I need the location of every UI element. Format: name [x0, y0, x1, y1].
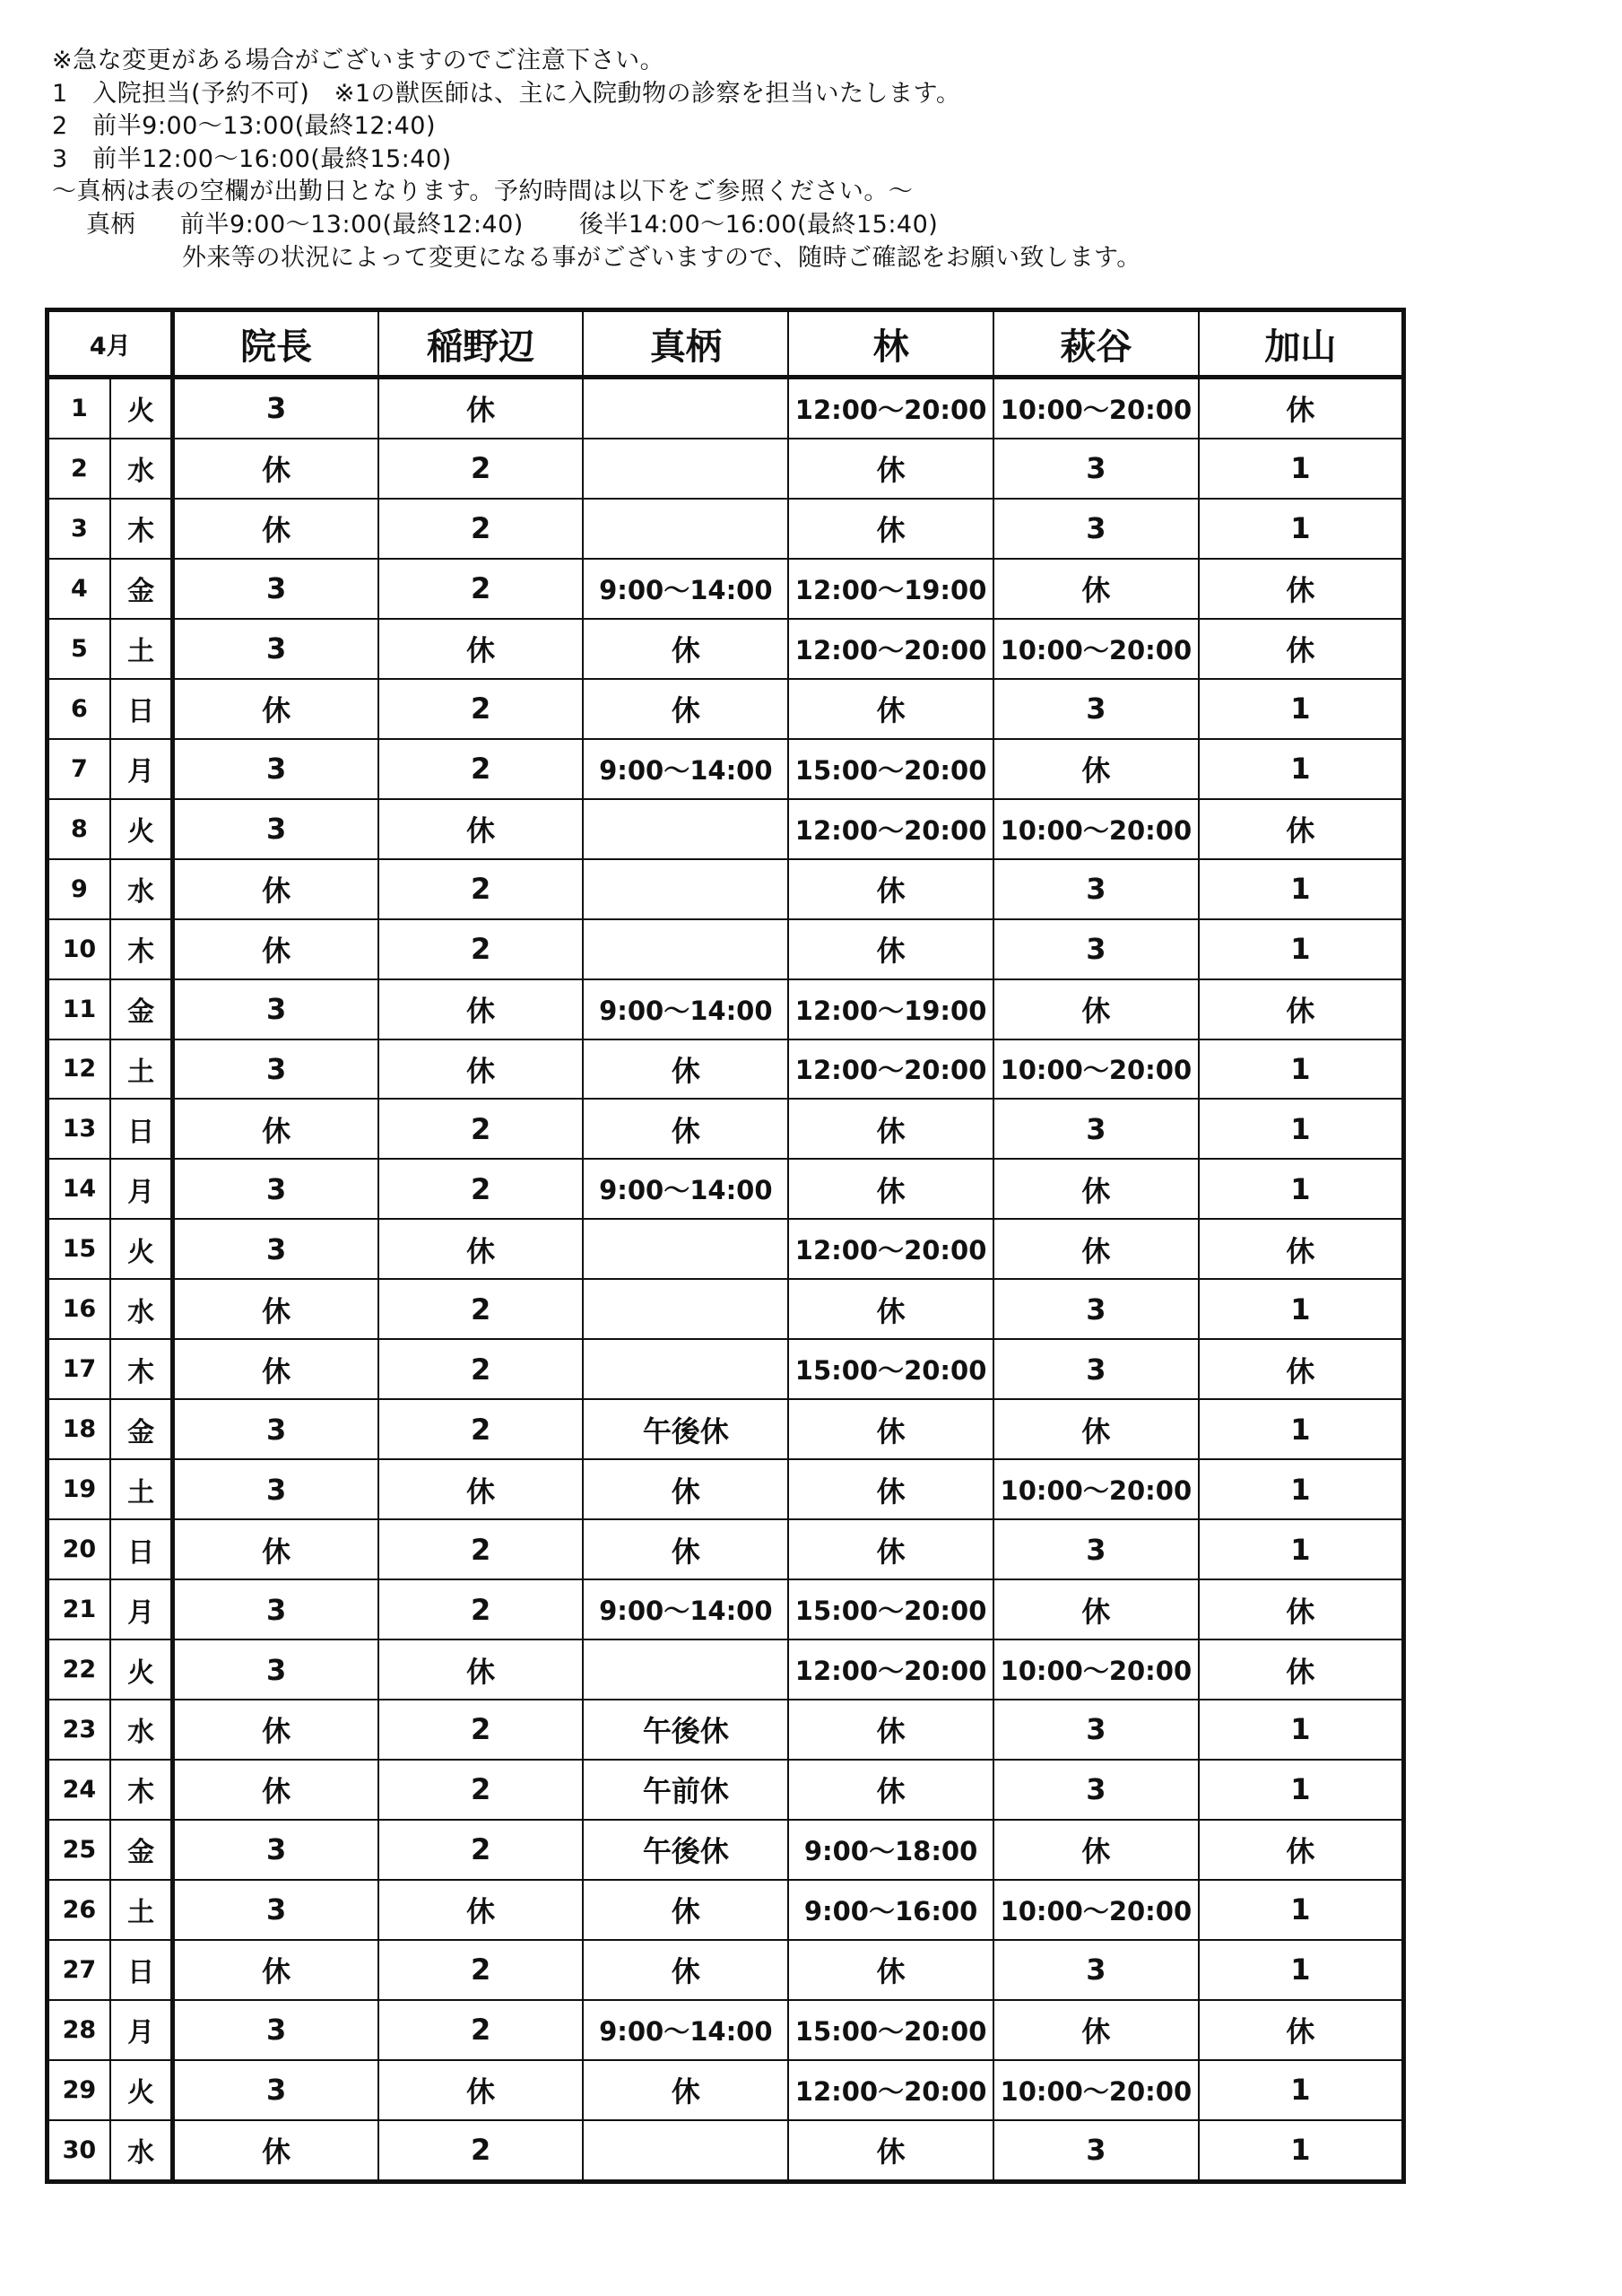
shift-cell-director: 休	[173, 1279, 378, 1339]
shift-cell-kayama: 休	[1199, 1219, 1404, 1279]
table-row	[48, 378, 1404, 439]
shift-cell-kayama: 休	[1199, 1820, 1404, 1880]
weekday-cell: 火	[110, 1219, 173, 1279]
shift-cell-hayashi: 休	[788, 1099, 993, 1159]
shift-cell-inanobe: 休	[378, 1459, 584, 1519]
shift-cell-hayashi: 9:00～18:00	[788, 1820, 993, 1880]
shift-cell-hayashi: 12:00～19:00	[788, 559, 993, 619]
shift-cell-inanobe: 2	[378, 919, 584, 979]
day-number-cell: 16	[48, 1279, 110, 1339]
day-number-cell: 9	[48, 859, 110, 919]
weekday-cell: 木	[110, 1339, 173, 1399]
weekday-cell: 月	[110, 739, 173, 799]
shift-cell-hagiya: 10:00～20:00	[993, 378, 1199, 439]
weekday-cell: 水	[110, 1279, 173, 1339]
shift-cell-hagiya: 3	[993, 1700, 1199, 1760]
shift-cell-magara: 午前休	[583, 1760, 788, 1820]
shift-cell-hagiya: 3	[993, 1339, 1199, 1399]
shift-cell-kayama: 休	[1199, 799, 1404, 859]
weekday-cell: 木	[110, 1760, 173, 1820]
shift-cell-hagiya: 3	[993, 439, 1199, 499]
day-number-cell: 12	[48, 1039, 110, 1100]
shift-cell-inanobe: 2	[378, 1579, 584, 1639]
staff-header-director: 院長	[173, 310, 378, 378]
day-number-cell: 18	[48, 1399, 110, 1459]
weekday-cell: 日	[110, 1099, 173, 1159]
day-number-cell: 7	[48, 739, 110, 799]
shift-cell-director: 休	[173, 439, 378, 499]
day-number-cell: 19	[48, 1459, 110, 1519]
day-number-cell: 27	[48, 1940, 110, 2000]
weekday-cell: 月	[110, 1159, 173, 1219]
shift-cell-director: 休	[173, 919, 378, 979]
shift-cell-kayama: 1	[1199, 439, 1404, 499]
note-legend-3: 3 前半12:00～16:00(最終15:40)	[52, 144, 452, 173]
shift-cell-kayama: 1	[1199, 1880, 1404, 1940]
shift-cell-kayama: 1	[1199, 919, 1404, 979]
table-row	[48, 1279, 1404, 1339]
shift-cell-inanobe: 休	[378, 378, 584, 439]
magara-pm-hours: 後半14:00～16:00(最終15:40)	[578, 210, 939, 239]
table-row	[48, 2120, 1404, 2182]
note-magara-hours	[52, 209, 1141, 242]
shift-cell-kayama: 1	[1199, 2120, 1404, 2182]
shift-cell-hagiya: 3	[993, 499, 1199, 559]
table-row	[48, 1399, 1404, 1459]
shift-cell-kayama: 1	[1199, 859, 1404, 919]
table-row	[48, 1039, 1404, 1100]
table-row	[48, 499, 1404, 559]
shift-cell-hagiya: 3	[993, 919, 1199, 979]
table-row	[48, 679, 1404, 739]
shift-cell-kayama: 1	[1199, 1459, 1404, 1519]
shift-cell-director: 休	[173, 1700, 378, 1760]
shift-cell-director: 3	[173, 979, 378, 1039]
day-number-cell: 4	[48, 559, 110, 619]
note-magara-intro: ～真柄は表の空欄が出勤日となります。予約時間は以下をご参照ください。～	[52, 178, 914, 206]
weekday-cell: 土	[110, 619, 173, 679]
magara-am-hours: 前半9:00～13:00(最終12:40)	[180, 210, 524, 239]
shift-cell-magara: 休	[583, 1459, 788, 1519]
day-number-cell: 26	[48, 1880, 110, 1940]
shift-cell-hayashi: 15:00～20:00	[788, 1339, 993, 1399]
shift-cell-kayama: 1	[1199, 1760, 1404, 1820]
shift-cell-inanobe: 2	[378, 1099, 584, 1159]
table-row	[48, 1639, 1404, 1700]
shift-cell-kayama: 1	[1199, 679, 1404, 739]
table-row	[48, 1940, 1404, 2000]
table-row	[48, 1700, 1404, 1760]
weekday-cell: 月	[110, 2000, 173, 2060]
shift-cell-hayashi: 休	[788, 439, 993, 499]
shift-cell-inanobe: 休	[378, 1219, 584, 1279]
shift-cell-hagiya: 3	[993, 1940, 1199, 2000]
shift-cell-director: 3	[173, 1219, 378, 1279]
shift-cell-magara: 9:00～14:00	[583, 979, 788, 1039]
shift-cell-magara	[583, 499, 788, 559]
shift-cell-director: 3	[173, 1399, 378, 1459]
table-row	[48, 1760, 1404, 1820]
day-number-cell: 1	[48, 378, 110, 439]
shift-cell-hayashi: 12:00～19:00	[788, 979, 993, 1039]
table-row	[48, 2000, 1404, 2060]
shift-cell-hagiya: 10:00～20:00	[993, 619, 1199, 679]
shift-cell-magara	[583, 1339, 788, 1399]
shift-cell-inanobe: 休	[378, 979, 584, 1039]
shift-cell-kayama: 1	[1199, 1279, 1404, 1339]
shift-cell-hayashi: 12:00～20:00	[788, 1039, 993, 1100]
day-number-cell: 29	[48, 2060, 110, 2120]
shift-cell-director: 3	[173, 799, 378, 859]
weekday-cell: 土	[110, 1039, 173, 1100]
shift-cell-inanobe: 2	[378, 1279, 584, 1339]
note-legend-2: 2 前半9:00～13:00(最終12:40)	[52, 112, 436, 141]
staff-header-magara: 真柄	[583, 310, 788, 378]
day-number-cell: 2	[48, 439, 110, 499]
weekday-cell: 水	[110, 2120, 173, 2182]
table-row	[48, 919, 1404, 979]
shift-cell-inanobe: 2	[378, 2000, 584, 2060]
day-number-cell: 17	[48, 1339, 110, 1399]
shift-cell-magara: 休	[583, 1940, 788, 2000]
shift-cell-kayama: 1	[1199, 1399, 1404, 1459]
table-row	[48, 739, 1404, 799]
shift-cell-hayashi: 12:00～20:00	[788, 2060, 993, 2120]
shift-cell-hagiya: 10:00～20:00	[993, 1639, 1199, 1700]
shift-cell-inanobe: 2	[378, 1399, 584, 1459]
shift-cell-kayama: 休	[1199, 1339, 1404, 1399]
table-row	[48, 1579, 1404, 1639]
shift-cell-director: 3	[173, 1639, 378, 1700]
weekday-cell: 水	[110, 1700, 173, 1760]
table-row	[48, 1219, 1404, 1279]
shift-cell-director: 休	[173, 679, 378, 739]
shift-cell-kayama: 1	[1199, 1039, 1404, 1100]
shift-cell-hagiya: 3	[993, 1519, 1199, 1579]
shift-cell-hagiya: 3	[993, 679, 1199, 739]
weekday-cell: 日	[110, 1519, 173, 1579]
day-number-cell: 21	[48, 1579, 110, 1639]
shift-cell-hagiya: 3	[993, 859, 1199, 919]
table-row	[48, 799, 1404, 859]
shift-cell-magara: 午後休	[583, 1700, 788, 1760]
shift-cell-inanobe: 2	[378, 499, 584, 559]
shift-cell-inanobe: 休	[378, 2060, 584, 2120]
day-number-cell: 24	[48, 1760, 110, 1820]
day-number-cell: 13	[48, 1099, 110, 1159]
table-header-row	[48, 310, 1404, 378]
shift-cell-inanobe: 2	[378, 439, 584, 499]
shift-cell-magara: 9:00～14:00	[583, 1579, 788, 1639]
shift-cell-director: 休	[173, 1339, 378, 1399]
shift-cell-inanobe: 休	[378, 799, 584, 859]
table-row	[48, 1519, 1404, 1579]
shift-cell-hagiya: 3	[993, 2120, 1199, 2182]
weekday-cell: 木	[110, 499, 173, 559]
shift-cell-inanobe: 2	[378, 1940, 584, 2000]
shift-cell-inanobe: 2	[378, 679, 584, 739]
shift-cell-hayashi: 12:00～20:00	[788, 1219, 993, 1279]
shift-cell-magara	[583, 919, 788, 979]
shift-cell-inanobe: 2	[378, 739, 584, 799]
staff-header-hagiya: 萩谷	[993, 310, 1199, 378]
table-row	[48, 439, 1404, 499]
shift-cell-director: 3	[173, 378, 378, 439]
shift-cell-hayashi: 休	[788, 2120, 993, 2182]
shift-cell-magara: 休	[583, 1519, 788, 1579]
shift-cell-magara: 午後休	[583, 1399, 788, 1459]
table-row	[48, 979, 1404, 1039]
day-number-cell: 6	[48, 679, 110, 739]
shift-cell-director: 休	[173, 1519, 378, 1579]
note-legend-1: 1 入院担当(予約不可) ※1の獣医師は、主に入院動物の診察を担当いたします。	[52, 79, 961, 108]
table-row	[48, 1820, 1404, 1880]
shift-cell-hayashi: 休	[788, 679, 993, 739]
shift-cell-hagiya: 3	[993, 1760, 1199, 1820]
shift-cell-director: 3	[173, 1459, 378, 1519]
shift-cell-magara: 午後休	[583, 1820, 788, 1880]
table-row	[48, 1459, 1404, 1519]
shift-cell-magara	[583, 1279, 788, 1339]
table-row	[48, 1880, 1404, 1940]
shift-cell-hagiya: 休	[993, 2000, 1199, 2060]
shift-cell-director: 休	[173, 859, 378, 919]
shift-cell-kayama: 休	[1199, 1579, 1404, 1639]
magara-name: 真柄	[86, 210, 135, 239]
shift-cell-hayashi: 休	[788, 1700, 993, 1760]
shift-cell-hagiya: 休	[993, 559, 1199, 619]
table-row	[48, 1159, 1404, 1219]
table-row	[48, 2060, 1404, 2120]
weekday-cell: 金	[110, 1399, 173, 1459]
note-caution: ※急な変更がある場合がございますのでご注意下さい。	[52, 47, 665, 74]
shift-cell-kayama: 1	[1199, 1159, 1404, 1219]
day-number-cell: 14	[48, 1159, 110, 1219]
shift-cell-director: 3	[173, 1579, 378, 1639]
day-number-cell: 10	[48, 919, 110, 979]
shift-cell-magara	[583, 1639, 788, 1700]
day-number-cell: 30	[48, 2120, 110, 2182]
staff-header-kayama: 加山	[1199, 310, 1404, 378]
weekday-cell: 日	[110, 679, 173, 739]
weekday-cell: 金	[110, 559, 173, 619]
weekday-cell: 火	[110, 1639, 173, 1700]
shift-cell-hayashi: 休	[788, 1399, 993, 1459]
shift-cell-magara	[583, 439, 788, 499]
shift-cell-hagiya: 休	[993, 1820, 1199, 1880]
shift-cell-inanobe: 2	[378, 1339, 584, 1399]
shift-cell-hagiya: 10:00～20:00	[993, 799, 1199, 859]
shift-cell-hagiya: 3	[993, 1099, 1199, 1159]
table-row	[48, 559, 1404, 619]
weekday-cell: 火	[110, 378, 173, 439]
weekday-cell: 火	[110, 2060, 173, 2120]
shift-cell-inanobe: 2	[378, 1700, 584, 1760]
weekday-cell: 土	[110, 1880, 173, 1940]
day-number-cell: 5	[48, 619, 110, 679]
weekday-cell: 火	[110, 799, 173, 859]
shift-cell-inanobe: 休	[378, 619, 584, 679]
shift-cell-hayashi: 休	[788, 1760, 993, 1820]
shift-cell-director: 3	[173, 2000, 378, 2060]
shift-cell-hayashi: 12:00～20:00	[788, 378, 993, 439]
day-number-cell: 3	[48, 499, 110, 559]
shift-cell-director: 3	[173, 1820, 378, 1880]
shift-cell-kayama: 休	[1199, 619, 1404, 679]
shift-cell-magara	[583, 799, 788, 859]
shift-cell-kayama: 休	[1199, 559, 1404, 619]
shift-cell-kayama: 1	[1199, 1940, 1404, 2000]
weekday-cell: 日	[110, 1940, 173, 2000]
shift-cell-hayashi: 休	[788, 919, 993, 979]
shift-cell-hayashi: 15:00～20:00	[788, 2000, 993, 2060]
shift-cell-magara: 休	[583, 679, 788, 739]
weekday-cell: 水	[110, 439, 173, 499]
shift-cell-hagiya: 休	[993, 1399, 1199, 1459]
shift-cell-kayama: 1	[1199, 1700, 1404, 1760]
shift-cell-magara	[583, 2120, 788, 2182]
shift-cell-inanobe: 2	[378, 1820, 584, 1880]
shift-cell-inanobe: 2	[378, 1760, 584, 1820]
staff-schedule-table	[45, 308, 1406, 2184]
shift-cell-inanobe: 2	[378, 859, 584, 919]
shift-cell-magara: 9:00～14:00	[583, 739, 788, 799]
shift-cell-inanobe: 2	[378, 2120, 584, 2182]
day-number-cell: 23	[48, 1700, 110, 1760]
shift-cell-hayashi: 休	[788, 859, 993, 919]
month-header: 4月	[48, 310, 173, 378]
shift-cell-hagiya: 休	[993, 1159, 1199, 1219]
table-row	[48, 1099, 1404, 1159]
shift-cell-director: 3	[173, 2060, 378, 2120]
day-number-cell: 11	[48, 979, 110, 1039]
shift-cell-hayashi: 12:00～20:00	[788, 619, 993, 679]
shift-cell-kayama: 1	[1199, 1099, 1404, 1159]
shift-cell-magara	[583, 378, 788, 439]
shift-cell-magara	[583, 859, 788, 919]
shift-cell-hayashi: 15:00～20:00	[788, 739, 993, 799]
shift-cell-hagiya: 10:00～20:00	[993, 1039, 1199, 1100]
shift-cell-director: 3	[173, 619, 378, 679]
shift-cell-magara: 休	[583, 1099, 788, 1159]
shift-cell-hayashi: 15:00～20:00	[788, 1579, 993, 1639]
day-number-cell: 15	[48, 1219, 110, 1279]
shift-cell-inanobe: 休	[378, 1039, 584, 1100]
shift-cell-hayashi: 12:00～20:00	[788, 1639, 993, 1700]
weekday-cell: 金	[110, 979, 173, 1039]
shift-cell-hagiya: 休	[993, 979, 1199, 1039]
day-number-cell: 20	[48, 1519, 110, 1579]
shift-cell-magara: 休	[583, 619, 788, 679]
shift-cell-hayashi: 休	[788, 1159, 993, 1219]
shift-cell-director: 3	[173, 559, 378, 619]
shift-cell-hayashi: 休	[788, 1940, 993, 2000]
table-row	[48, 619, 1404, 679]
shift-cell-hagiya: 3	[993, 1279, 1199, 1339]
shift-cell-director: 休	[173, 1099, 378, 1159]
shift-cell-hayashi: 12:00～20:00	[788, 799, 993, 859]
shift-cell-hayashi: 休	[788, 1519, 993, 1579]
shift-cell-magara: 9:00～14:00	[583, 1159, 788, 1219]
shift-cell-magara: 休	[583, 1880, 788, 1940]
shift-cell-hayashi: 9:00～16:00	[788, 1880, 993, 1940]
day-number-cell: 28	[48, 2000, 110, 2060]
shift-cell-hayashi: 休	[788, 499, 993, 559]
day-number-cell: 22	[48, 1639, 110, 1700]
shift-cell-hayashi: 休	[788, 1279, 993, 1339]
shift-cell-director: 3	[173, 1039, 378, 1100]
shift-cell-inanobe: 休	[378, 1639, 584, 1700]
shift-cell-hagiya: 10:00～20:00	[993, 1880, 1199, 1940]
shift-cell-magara: 休	[583, 2060, 788, 2120]
table-row	[48, 859, 1404, 919]
weekday-cell: 土	[110, 1459, 173, 1519]
shift-cell-hayashi: 休	[788, 1459, 993, 1519]
weekday-cell: 金	[110, 1820, 173, 1880]
day-number-cell: 8	[48, 799, 110, 859]
shift-cell-hagiya: 休	[993, 1579, 1199, 1639]
day-number-cell: 25	[48, 1820, 110, 1880]
note-change-caution: 外来等の状況によって変更になる事がございますので、随時ご確認をお願い致します。	[182, 243, 1141, 272]
shift-cell-magara	[583, 1219, 788, 1279]
shift-cell-hagiya: 休	[993, 739, 1199, 799]
shift-cell-kayama: 1	[1199, 2060, 1404, 2120]
weekday-cell: 水	[110, 859, 173, 919]
shift-cell-director: 休	[173, 499, 378, 559]
shift-cell-kayama: 休	[1199, 378, 1404, 439]
shift-cell-director: 3	[173, 739, 378, 799]
table-row	[48, 1339, 1404, 1399]
shift-cell-director: 3	[173, 1159, 378, 1219]
shift-cell-kayama: 1	[1199, 1519, 1404, 1579]
shift-cell-inanobe: 2	[378, 559, 584, 619]
shift-cell-kayama: 休	[1199, 979, 1404, 1039]
shift-cell-kayama: 1	[1199, 739, 1404, 799]
shift-cell-director: 3	[173, 1880, 378, 1940]
shift-cell-inanobe: 休	[378, 1880, 584, 1940]
weekday-cell: 月	[110, 1579, 173, 1639]
shift-cell-kayama: 1	[1199, 499, 1404, 559]
shift-cell-magara: 9:00～14:00	[583, 559, 788, 619]
shift-cell-magara: 9:00～14:00	[583, 2000, 788, 2060]
shift-cell-director: 休	[173, 1760, 378, 1820]
staff-header-hayashi: 林	[788, 310, 993, 378]
shift-cell-inanobe: 2	[378, 1519, 584, 1579]
shift-cell-magara: 休	[583, 1039, 788, 1100]
shift-cell-hagiya: 休	[993, 1219, 1199, 1279]
shift-cell-director: 休	[173, 1940, 378, 2000]
schedule-notes	[52, 45, 1141, 274]
shift-cell-director: 休	[173, 2120, 378, 2182]
shift-cell-hagiya: 10:00～20:00	[993, 1459, 1199, 1519]
shift-cell-kayama: 休	[1199, 2000, 1404, 2060]
shift-cell-hagiya: 10:00～20:00	[993, 2060, 1199, 2120]
shift-cell-inanobe: 2	[378, 1159, 584, 1219]
staff-header-inanobe: 稲野辺	[378, 310, 584, 378]
shift-cell-kayama: 休	[1199, 1639, 1404, 1700]
weekday-cell: 木	[110, 919, 173, 979]
